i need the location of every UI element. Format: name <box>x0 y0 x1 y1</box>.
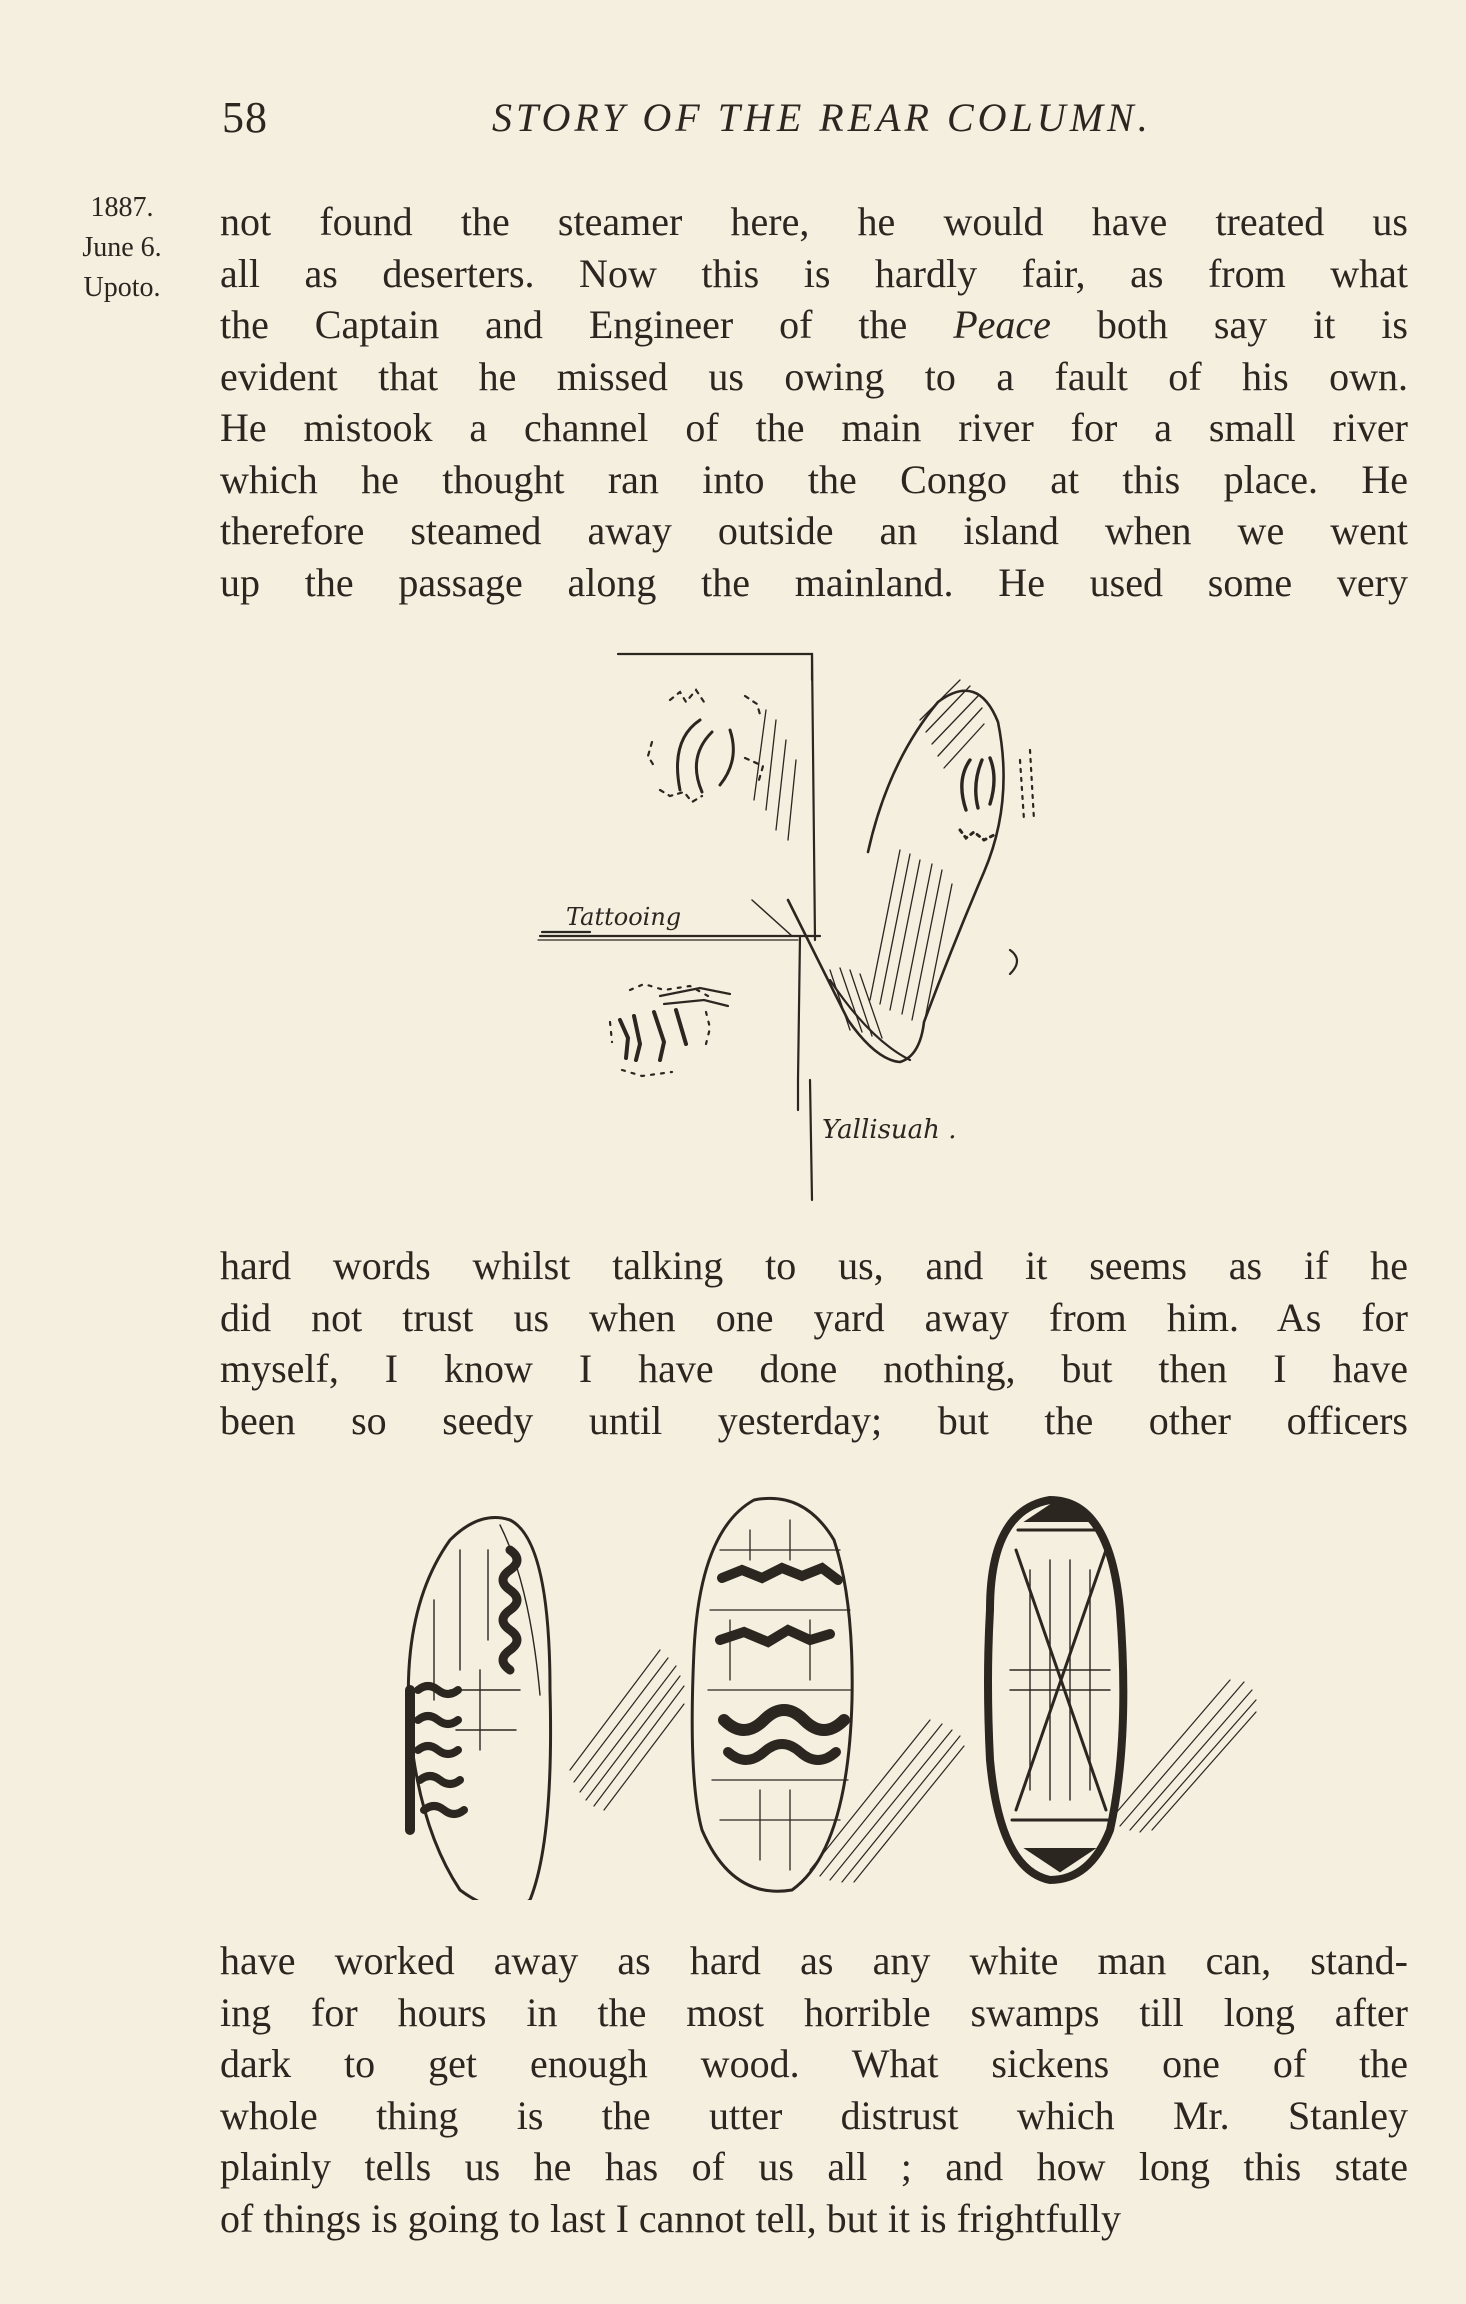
text-line: have worked away as hard as any white man can, stand- <box>220 1938 1408 1983</box>
text-line: whole thing is the utter distrust which Mr. Stanley <box>220 2092 1408 2138</box>
text-line: did not trust us when one yard away from him. As for <box>220 1294 1408 1340</box>
text-line: up the passage along the mainland. He used some very <box>220 559 1408 605</box>
text-line: plainly tells us he has of us all ; and how long this state <box>220 2144 1408 2189</box>
text-line: dark to get enough wood. What sickens one of the <box>220 2041 1408 2086</box>
text-line: He mistook a channel of the main river for a small river <box>220 405 1408 450</box>
text-line: been so seedy until yesterday; but the other officers <box>220 1397 1408 1443</box>
text-line <box>220 299 1408 351</box>
ship-name: Peace <box>953 302 1051 347</box>
paragraph-3 <box>220 1935 1408 2244</box>
text-line: ing for hours in the most horrible swamps till long after <box>220 1989 1408 2035</box>
tattooing-sketch <box>530 640 1130 1230</box>
margin-place: Upoto. <box>83 272 161 303</box>
running-title: STORY OF THE REAR COLUMN. <box>492 95 1152 140</box>
tattooing-label: Tattooing <box>566 903 682 931</box>
text-line: therefore steamed away outside an island when we went <box>220 508 1408 553</box>
shield-left <box>408 1518 684 1901</box>
margin-date: June 6. <box>82 232 162 263</box>
margin-year: 1887. <box>90 192 154 223</box>
shield-middle <box>692 1498 964 1891</box>
yallisuah-label: Yallisuah . <box>822 1115 957 1145</box>
text-line: which he thought ran into the Congo at this place. He <box>220 456 1408 502</box>
text-line: of things is going to last I cannot tell, but it is frightfully <box>220 2195 1122 2241</box>
text-line: not found the steamer here, he would have treated us <box>220 199 1408 244</box>
text-line: hard words whilst talking to us, and it seems as if he <box>220 1243 1408 1288</box>
shields-illustration <box>390 1490 1260 1900</box>
margin-note <box>62 188 182 308</box>
text-line: myself, I know I have done nothing, but then I have <box>220 1346 1408 1391</box>
page-header <box>222 92 1182 152</box>
paragraph-1 <box>220 196 1408 608</box>
text-fragment: the Captain and Engineer of the <box>220 302 954 347</box>
paragraph-2 <box>220 1240 1408 1446</box>
text-fragment: both say it is <box>1050 302 1408 347</box>
text-line: evident that he missed us owing to a fault of his own. <box>220 353 1408 399</box>
page-number: 58 <box>222 93 268 142</box>
text-line: all as deserters. Now this is hardly fair, as from what <box>220 250 1408 296</box>
shield-right <box>988 1500 1256 1880</box>
